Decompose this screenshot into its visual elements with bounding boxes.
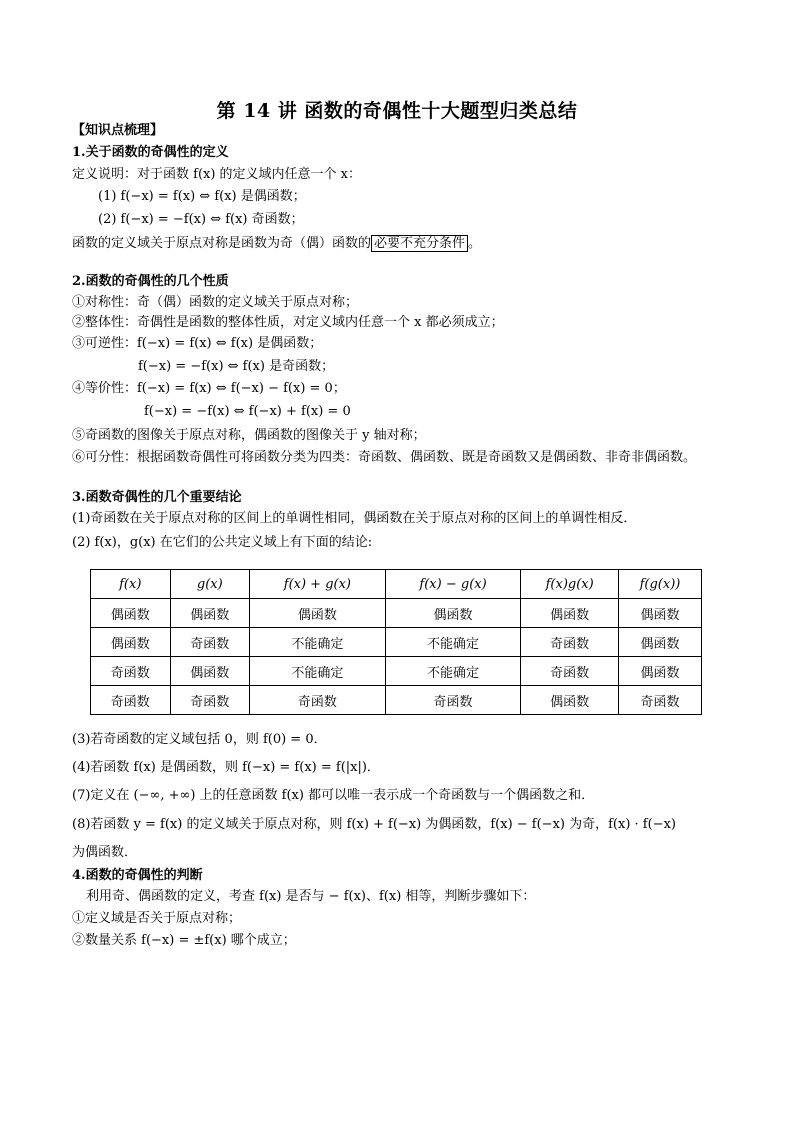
parity-table [90, 569, 702, 715]
s2-property-6: ⑥可分性：根据函数奇偶性可将函数分类为四类：奇函数、偶函数、既是奇函数又是偶函数、非奇非偶函数。 [72, 450, 697, 465]
table-row [91, 628, 702, 657]
table-row [91, 657, 702, 686]
s1-heading: 1.关于函数的奇偶性的定义 [72, 145, 229, 160]
table-cell: 奇函数 [91, 657, 171, 686]
table-cell: 偶函数 [385, 599, 521, 628]
s1-note-boxed: 必要不充分条件 [371, 235, 468, 252]
s4-heading: 4.函数的奇偶性的判断 [72, 868, 203, 883]
table-header-cell: f(x) − g(x) [385, 570, 521, 599]
table-cell: 偶函数 [618, 599, 701, 628]
s1-case-1: (1) f(−x) = f(x) ⇔ f(x) 是偶函数； [98, 189, 306, 204]
s4-step-1: ①定义域是否关于原点对称； [72, 911, 242, 926]
table-cell: 奇函数 [91, 686, 171, 715]
table-cell: 偶函数 [170, 599, 250, 628]
s2-property-4b: f(−x) = −f(x) ⇔ f(−x) + f(x) = 0 [144, 404, 351, 419]
s3-result-8a: (8)若函数 y = f(x) 的定义域关于原点对称，则 f(x) + f(−x) 为偶函数，f(x) − f(−x) 为奇，f(x) · f(−x) [72, 817, 676, 832]
table-cell: 奇函数 [521, 628, 619, 657]
table-cell: 偶函数 [170, 657, 250, 686]
page-title: 第 14 讲 函数的奇偶性十大题型归类总结 [216, 100, 578, 122]
table-cell: 奇函数 [618, 686, 701, 715]
table-cell: 奇函数 [170, 686, 250, 715]
table-cell: 偶函数 [91, 628, 171, 657]
s2-property-4a: ④等价性：f(−x) = f(x) ⇔ f(−x) − f(x) = 0； [72, 381, 346, 396]
table-header-cell: f(g(x)) [618, 570, 701, 599]
table-cell: 奇函数 [521, 657, 619, 686]
s2-property-3a: ③可逆性：f(−x) = f(x) ⇔ f(x) 是偶函数； [72, 336, 323, 351]
table-row [91, 599, 702, 628]
s2-property-1: ①对称性：奇（偶）函数的定义域关于原点对称； [72, 295, 359, 310]
s1-note-post: 。 [468, 236, 482, 251]
table-cell: 偶函数 [521, 599, 619, 628]
table-cell: 偶函数 [91, 599, 171, 628]
table-row [91, 686, 702, 715]
table-cell: 不能确定 [250, 657, 386, 686]
s2-property-5: ⑤奇函数的图像关于原点对称，偶函数的图像关于 y 轴对称； [72, 428, 426, 443]
table-cell: 不能确定 [385, 657, 521, 686]
s2-heading: 2.函数的奇偶性的几个性质 [72, 274, 229, 289]
s1-note-pre: 函数的定义域关于原点对称是函数为奇（偶）函数的 [72, 236, 372, 251]
s3-result-7: (7)定义在 (−∞, +∞) 上的任意函数 f(x) 都可以唯一表示成一个奇函数与一个偶函数之和． [72, 788, 595, 803]
s3-result-8b: 为偶函数． [72, 845, 138, 860]
table-cell: 偶函数 [250, 599, 386, 628]
table-cell: 奇函数 [250, 686, 386, 715]
table-cell: 奇函数 [170, 628, 250, 657]
s4-step-2: ②数量关系 f(−x) = ±f(x) 哪个成立； [72, 933, 296, 948]
table-header-cell: f(x)g(x) [521, 570, 619, 599]
s3-result-1: (1)奇函数在关于原点对称的区间上的单调性相同，偶函数在关于原点对称的区间上的单调性相反． [72, 511, 637, 526]
table-cell: 不能确定 [250, 628, 386, 657]
table-header-cell: f(x) [91, 570, 171, 599]
s4-intro: 利用奇、偶函数的定义，考查 f(x) 是否与 − f(x)、f(x) 相等，判断步骤如下： [86, 889, 536, 904]
s2-property-2: ②整体性：奇偶性是函数的整体性质，对定义域内任意一个 x 都必须成立； [72, 315, 504, 330]
s3-result-2: (2) f(x)，g(x) 在它们的公共定义域上有下面的结论: [72, 535, 373, 550]
table-cell: 偶函数 [618, 657, 701, 686]
s1-note [72, 235, 481, 253]
s1-definition: 定义说明：对于函数 f(x) 的定义域内任意一个 x： [72, 167, 362, 182]
table-header-row [91, 570, 702, 599]
table-cell: 偶函数 [521, 686, 619, 715]
table-cell: 偶函数 [618, 628, 701, 657]
table-header-cell: g(x) [170, 570, 250, 599]
table-cell: 奇函数 [385, 686, 521, 715]
table-header-cell: f(x) + g(x) [250, 570, 386, 599]
s1-case-2: (2) f(−x) = −f(x) ⇔ f(x) 奇函数； [98, 212, 304, 227]
s3-result-3: (3)若奇函数的定义域包括 0，则 f(0) = 0． [72, 732, 327, 747]
s3-result-4: (4)若函数 f(x) 是偶函数，则 f(−x) = f(x) = f(|x|)． [72, 760, 380, 775]
s3-heading: 3.函数奇偶性的几个重要结论 [72, 490, 242, 505]
table-cell: 不能确定 [385, 628, 521, 657]
section-header: 【知识点梳理】 [72, 123, 164, 138]
s2-property-3b: f(−x) = −f(x) ⇔ f(x) 是奇函数； [138, 359, 335, 374]
